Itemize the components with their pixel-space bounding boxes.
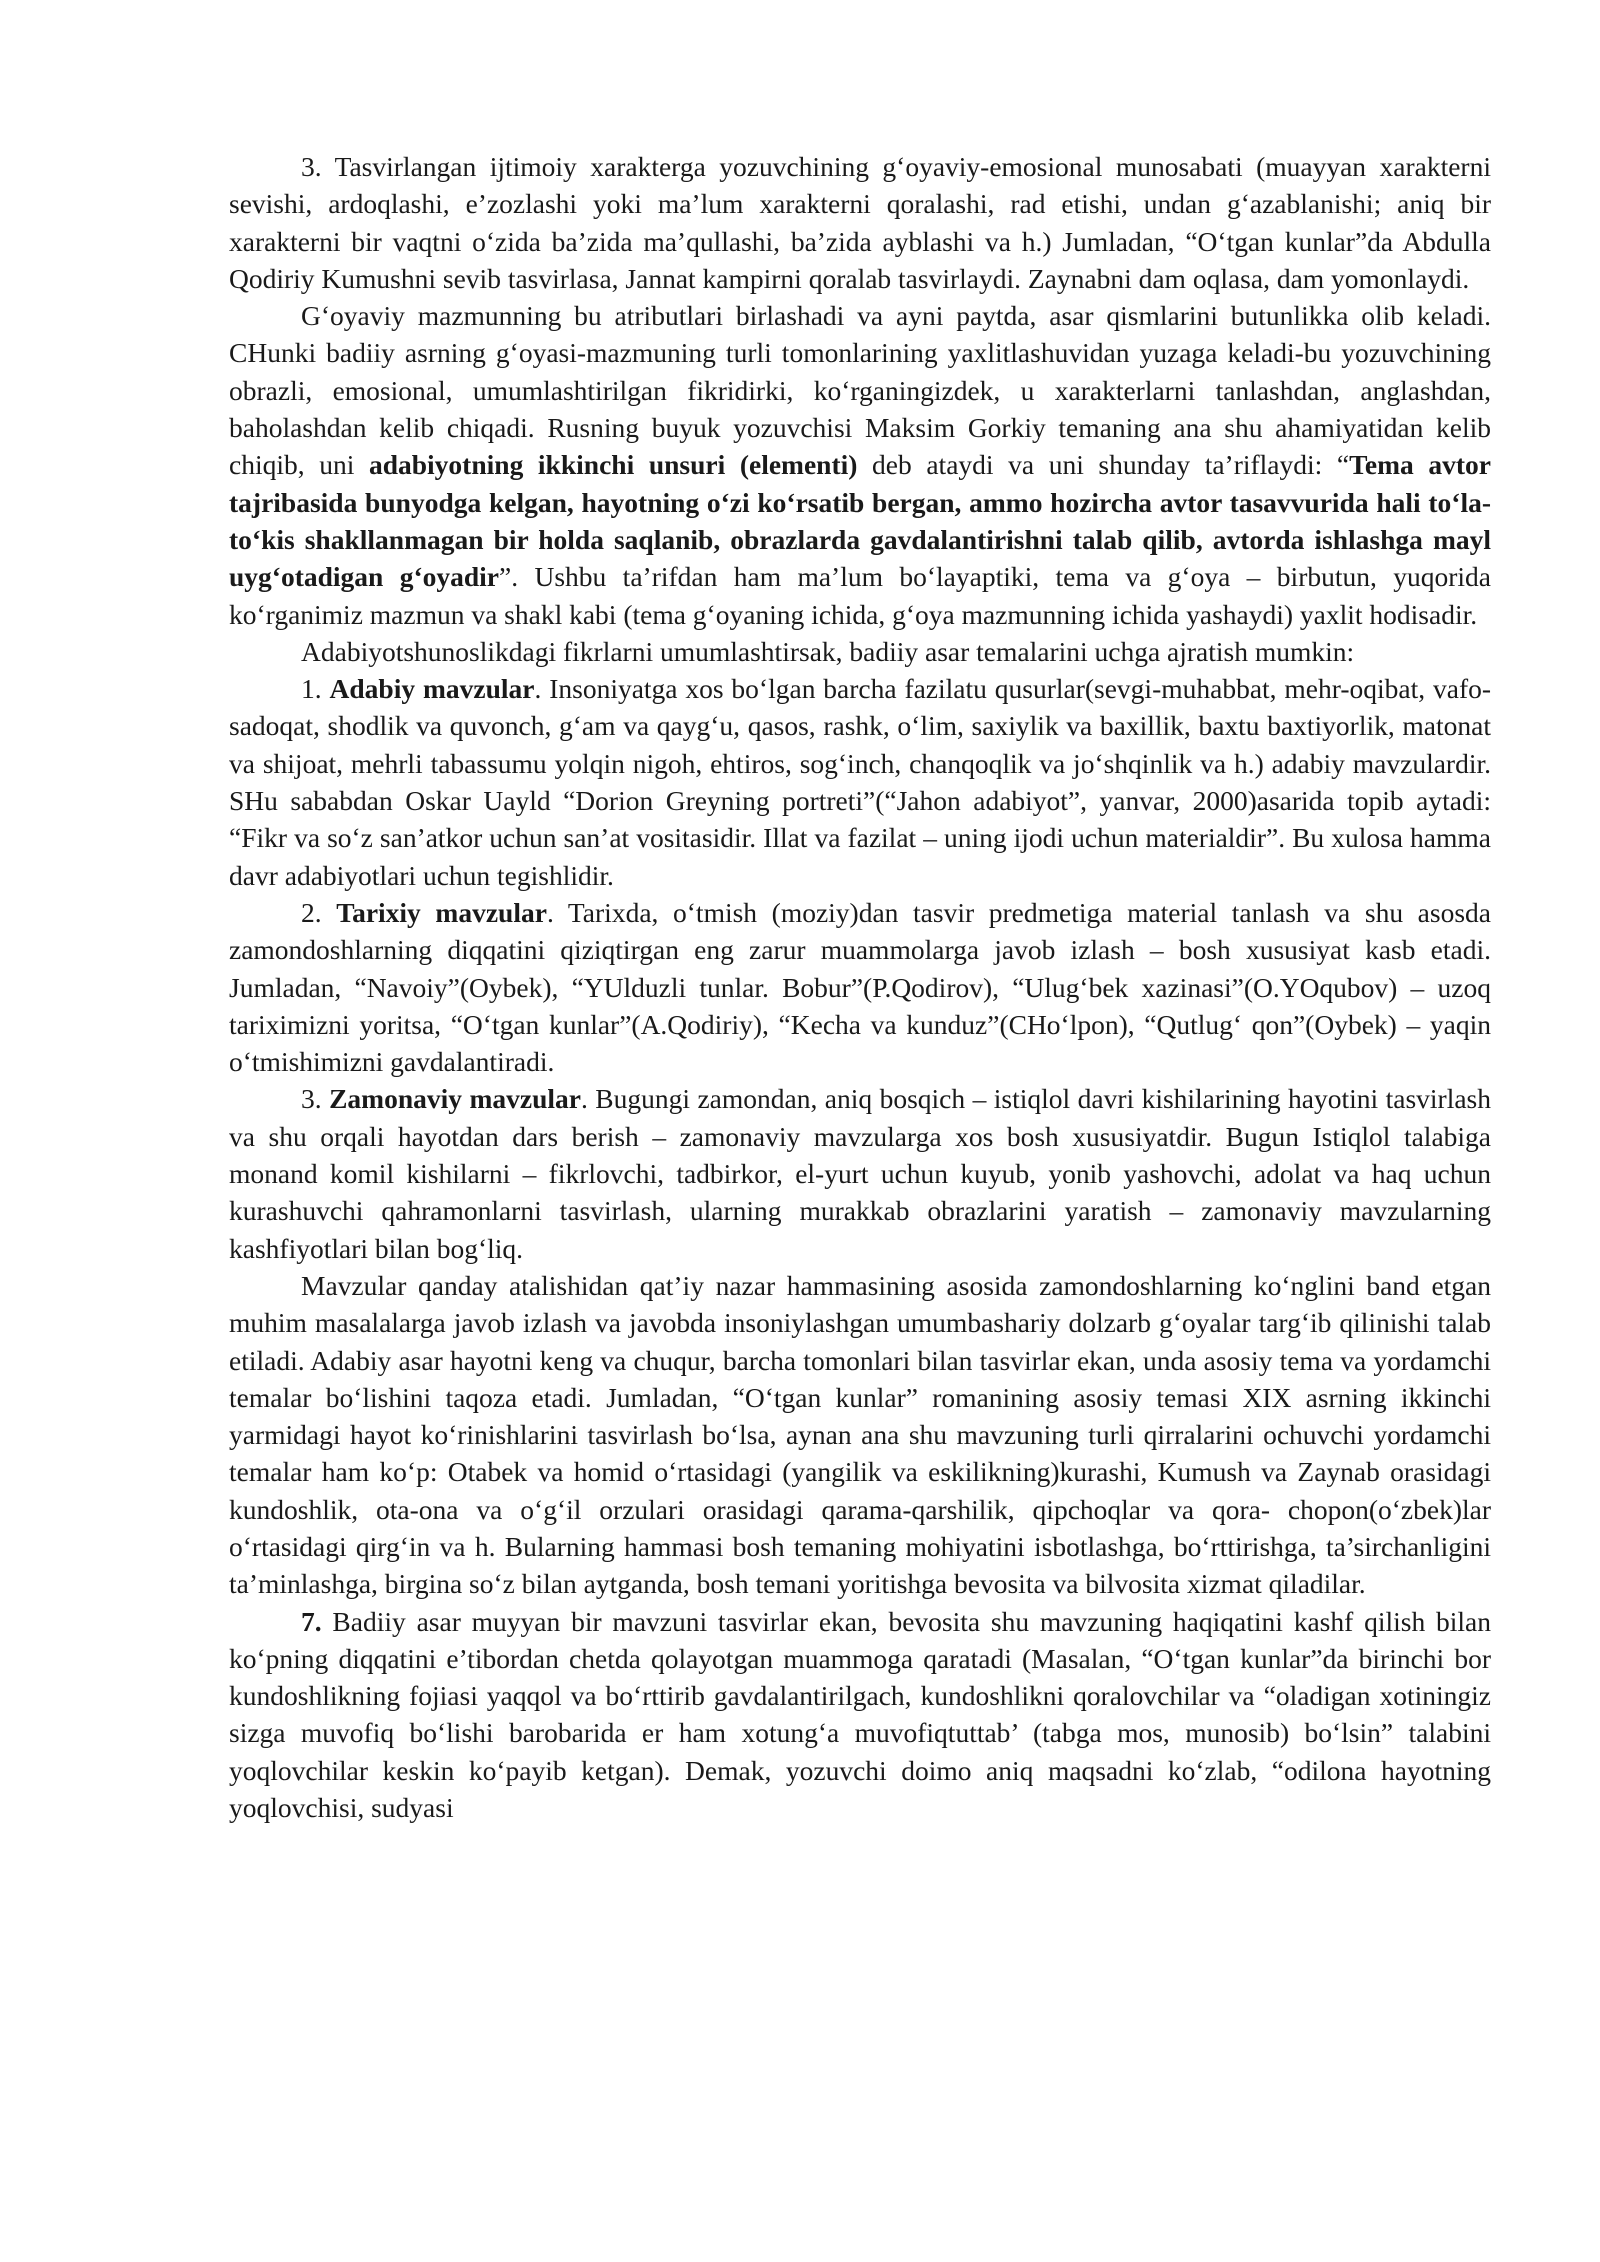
paragraph-7 — [229, 1603, 1491, 1827]
list-item-tarixiy — [229, 894, 1491, 1080]
paragraph-text: Adabiyotshunoslikdagi fikrlarni umumlashtirsak, badiiy asar temalarini uchga ajratish mumkin: — [301, 635, 1355, 667]
paragraph — [229, 148, 1491, 297]
paragraph-text: . Tarixda, o‘tmish (moziy)dan tasvir predmetiga material tanlash va shu asosda zamondoshlarning diqqatini qiziqtirgan eng zarur muammolarga javob izlash – bosh xususiyat kasb etadi. Jumladan, “Navoiy”(Oybek), “YUlduzli tunlar. Bobur”(P.Qodirov), “Ulug‘bek xazinasi”(O.YOqubov) – uzoq tariximizni yoritsa, “O‘tgan kunlar”(A.Qodiriy), “Kecha va kunduz”(CHo‘lpon), “Qutlug‘ qon”(Oybek) – yaqin o‘tmishimizni gavdalantiradi. — [229, 896, 1491, 1078]
document-page — [229, 148, 1491, 1826]
bold-heading: Zamonaviy mavzular — [329, 1083, 581, 1115]
list-number: 3. — [301, 1083, 330, 1115]
bold-heading: Adabiy mavzular — [329, 673, 535, 705]
paragraph-text: . Insoniyatga xos bo‘lgan barcha fazilatu qusurlar(sevgi-muhabbat, mehr-oqibat, vafo-sadoqat, shodlik va quvonch, g‘am va qayg‘u, qasos, rashk, o‘lim, saxiylik va baxillik, baxtu baxtiyorlik, matonat va shijoat, mehrli tabassumu yolqin nigoh, ehtiros, sog‘inch, chanqoqlik va jo‘shqinlik va h.) adabiy mavzulardir. SHu sababdan Oskar Uayld “Dorion Greyning portreti”(“Jahon adabiyot”, yanvar, 2000)asarida topib aytadi: “Fikr va so‘z san’atkor uchun san’at vositasidir. Illat va fazilat – uning ijodi uchun materialdir”. Bu xulosa hamma davr adabiyotlari uchun tegishlidir. — [229, 673, 1492, 891]
bold-number: 7. — [301, 1605, 322, 1637]
paragraph — [229, 633, 1491, 670]
paragraph — [229, 1267, 1491, 1603]
paragraph — [229, 297, 1491, 633]
list-item-zamonaviy — [229, 1080, 1491, 1266]
paragraph-text: Badiiy asar muyyan bir mavzuni tasvirlar ekan, bevosita shu mavzuning haqiqatini kashf qilish bilan ko‘pning diqqatini e’tibordan chetda qolayotgan muammoga qaratadi (Masalan, “O‘tgan kunlar”da birinchi bor kundoshlikning fojiasi yaqqol va bo‘rttirib gavdalantirilgach, kundoshlikni qoralovchilar va “oladigan xotiningiz sizga muvofiq bo‘lishi barobarida er ham xotung‘a muvofiqtuttab’ (tabga mos, munosib) bo‘lsin” talabini yoqlovchilar keskin ko‘payib ketgan). Demak, yozuvchi doimo aniq maqsadni ko‘zlab, “odilona hayotning yoqlovchisi, sudyasi — [229, 1605, 1491, 1824]
paragraph-text: 3. Tasvirlangan ijtimoiy xarakterga yozuvchining g‘oyaviy-emosional munosabati (muayyan xarakterni sevishi, ardoqlashi, e’zozlashi yoki ma’lum xarakterni qoralashi, rad etishi, undan g‘azablanishi; aniq bir xarakterni bir vaqtni o‘zida ba’zida ma’qullashi, ba’zida ayblashi va h.) Jumladan, “O‘tgan kunlar”da Abdulla Qodiriy Kumushni sevib tasvirlasa, Jannat kampirni qoralab tasvirlaydi. Zaynabni dam oqlasa, dam yomonlaydi. — [229, 151, 1491, 294]
paragraph-text: ”. Ushbu ta’rifdan ham ma’lum bo‘layaptiki, tema va g‘oya – birbutun, yuqorida ko‘rganimiz mazmun va shakl kabi (tema g‘oyaning ichida, g‘oya mazmunning ichida yashaydi) yaxlit hodisadir. — [229, 561, 1492, 630]
bold-quote: Tema avtor tajribasida bunyodga kelgan, hayotning o‘zi ko‘rsatib bergan, ammo hozircha avtor tasavvurida hali to‘la-to‘kis shakllanmagan bir holda saqlanib, obrazlarda gavdalantirishni talab qilib, avtorda ishlashga mayl uyg‘otadigan g‘oyadir — [229, 449, 1491, 593]
paragraph-text: deb ataydi va uni shunday ta’riflaydi: “ — [857, 449, 1350, 481]
paragraph-text: . Bugungi zamondan, aniq bosqich – istiqlol davri kishilarining hayotini tasvirlash va shu orqali hayotdan dars berish – zamonaviy mavzularga xos bosh xususiyatdir. Bugun Istiqlol talabiga monand komil kishilarni – fikrlovchi, tadbirkor, el-yurt uchun kuyub, yonib yashovchi, adolat va haq uchun kurashuvchi qahramonlarni tasvirlash, ularning murakkab obrazlarini yaratish – zamonaviy mavzularning kashfiyotlari bilan bog‘liq. — [229, 1083, 1491, 1264]
list-number: 1. — [301, 673, 330, 705]
paragraph-text: Mavzular qanday atalishidan qat’iy nazar hammasining asosida zamondoshlarning ko‘nglini band etgan muhim masalalarga javob izlash va javobda insoniylashgan umumbashariy dolzarb g‘oyalar targ‘ib qilinishi talab etiladi. Adabiy asar hayotni keng va chuqur, barcha tomonlari bilan tasvirlar ekan, unda asosiy tema va yordamchi temalar bo‘lishini taqoza etadi. Jumladan, “O‘tgan kunlar” romanining asosiy temasi XIX asrning ikkinchi yarmidagi hayot ko‘rinishlarini tasvirlash bo‘lsa, aynan ana shu mavzuning turli qirralarini ochuvchi yordamchi temalar ham ko‘p: Otabek va homid o‘rtasidagi (yangilik va eskilikning)kurashi, Kumush va Zaynab orasidagi kundoshlik, ota-ona va o‘g‘il orzulari orasidagi qarama-qarshilik, qipchoqlar va qora- chopon(o‘zbek)lar o‘rtasidagi qirg‘in va h. Bularning hammasi bosh temaning mohiyatini isbotlashga, bo‘rttirishga, ta’sirchanligini ta’minlashga, birgina so‘z bilan aytganda, bosh temani yoritishga bevosita va bilvosita xizmat qiladilar. — [229, 1269, 1491, 1600]
bold-heading: Tarixiy mavzular — [336, 896, 547, 928]
bold-term: adabiyotning ikkinchi unsuri (elementi) — [368, 449, 858, 481]
paragraph-text: G‘oyaviy mazmunning bu atributlari birlashadi va ayni paytda, asar qismlarini butunlikka olib keladi. CHunki badiiy asrning g‘oyasi-mazmuning turli tomonlarining yaxlitlashuvidan yuzaga keladi-bu yozuvchining obrazli, emosional, umumlashtirilgan fikridirki, ko‘rganingizdek, u xarakterlarni tanlashdan, anglashdan, baholashdan kelib chiqadi. Rusning buyuk yozuvchisi Maksim Gorkiy temaning ana shu ahamiyatidan kelib chiqib, uni — [229, 300, 1491, 481]
list-number: 2. — [301, 896, 337, 928]
list-item-adabiy — [229, 670, 1491, 894]
